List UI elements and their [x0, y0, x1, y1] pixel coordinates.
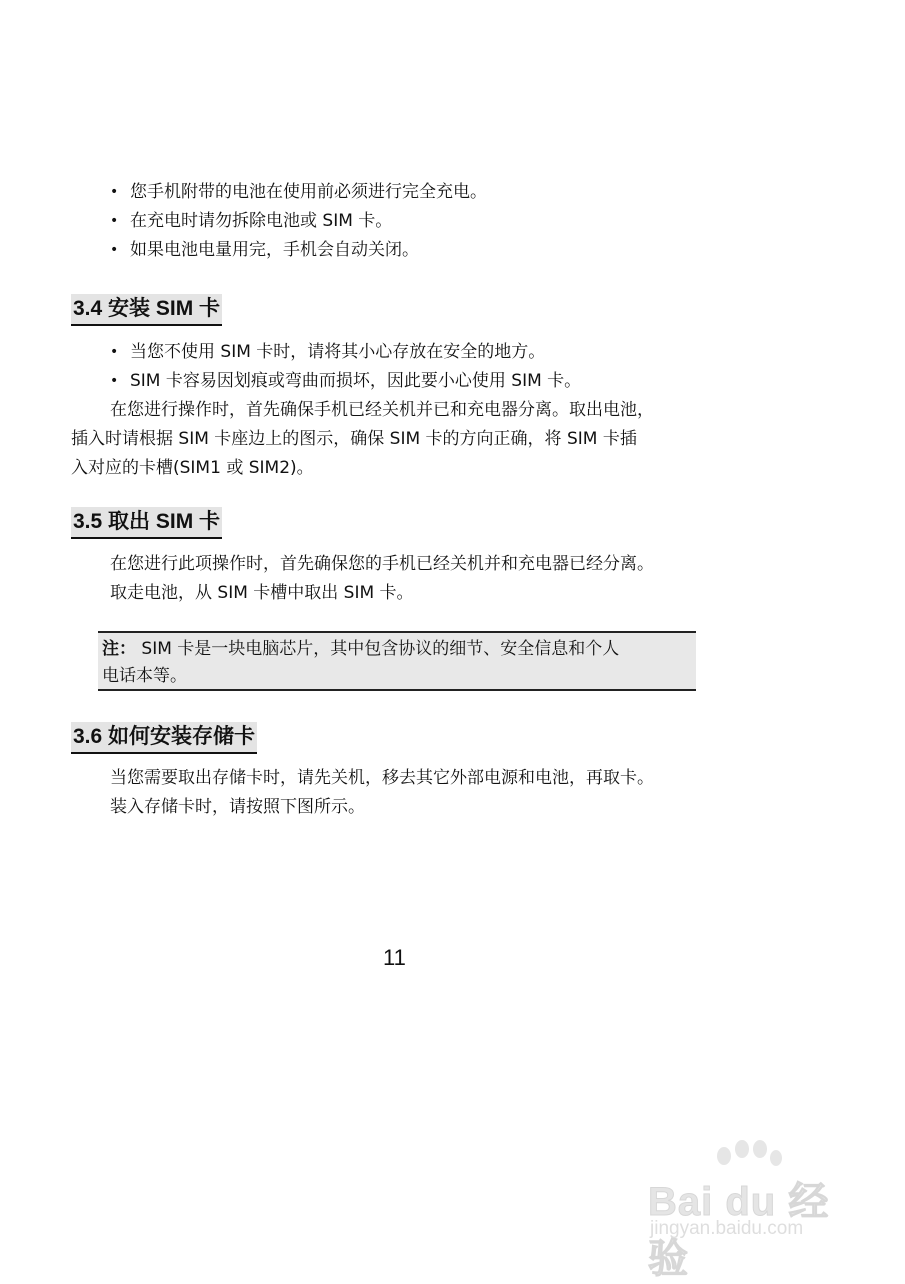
- list-item-text: 当您不使用 SIM 卡时，请将其小心存放在安全的地方。: [130, 342, 546, 362]
- list-item: [110, 178, 487, 207]
- section-3-5-paragraph-line: 在您进行此项操作时，首先确保您的手机已经关机并和充电器已经分离。: [110, 554, 654, 574]
- section-3-4-paragraph-line: 在您进行操作时，首先确保手机已经关机并已和充电器分离。取出电池，: [110, 400, 654, 420]
- section-3-5-paragraph-line: 取走电池，从 SIM 卡槽中取出 SIM 卡。: [110, 583, 414, 603]
- list-item: [110, 207, 487, 236]
- list-item-text: 在充电时请勿拆除电池或 SIM 卡。: [130, 211, 393, 231]
- page-number: 11: [383, 945, 406, 970]
- section-heading-3-4: 3.4 安装 SIM 卡: [71, 294, 222, 326]
- list-item: [110, 338, 581, 367]
- list-item: [110, 367, 581, 396]
- note-line: 电话本等。: [102, 666, 187, 686]
- note-text: SIM 卡是一块电脑芯片，其中包含协议的细节、安全信息和个人: [136, 639, 620, 659]
- bullet-icon: •: [110, 344, 119, 360]
- list-item-text: 您手机附带的电池在使用前必须进行完全充电。: [130, 182, 487, 202]
- watermark-url: jingyan.baidu.com: [650, 1218, 804, 1239]
- list-item-text: SIM 卡容易因划痕或弯曲而损坏，因此要小心使用 SIM 卡。: [130, 371, 582, 391]
- section-3-4-paragraph-line: 插入时请根据 SIM 卡座边上的图示，确保 SIM 卡的方向正确，将 SIM 卡插: [71, 429, 637, 449]
- section-3-4-bullet-list: [110, 338, 581, 396]
- section-heading-3-5: 3.5 取出 SIM 卡: [71, 507, 222, 539]
- bullet-icon: •: [110, 184, 119, 200]
- list-item-text: 如果电池电量用完，手机会自动关闭。: [130, 240, 419, 260]
- section-3-6-paragraph-line: 当您需要取出存储卡时，请先关机，移去其它外部电源和电池，再取卡。: [110, 768, 654, 788]
- intro-bullet-list: [110, 178, 487, 265]
- bullet-icon: •: [110, 373, 119, 389]
- section-3-4-paragraph-line: 入对应的卡槽(SIM1 或 SIM2)。: [71, 458, 314, 478]
- section-heading-3-6: 3.6 如何安装存储卡: [71, 722, 257, 754]
- bullet-icon: •: [110, 213, 119, 229]
- note-label: 注：: [102, 639, 136, 659]
- bullet-icon: •: [110, 242, 119, 258]
- list-item: [110, 236, 487, 265]
- note-box: [98, 631, 696, 691]
- section-3-6-paragraph-line: 装入存储卡时，请按照下图所示。: [110, 797, 365, 817]
- watermark-brand: Bai du 经验: [648, 1180, 830, 1281]
- note-line: [102, 636, 692, 663]
- baidu-jingyan-watermark: [640, 1140, 860, 1281]
